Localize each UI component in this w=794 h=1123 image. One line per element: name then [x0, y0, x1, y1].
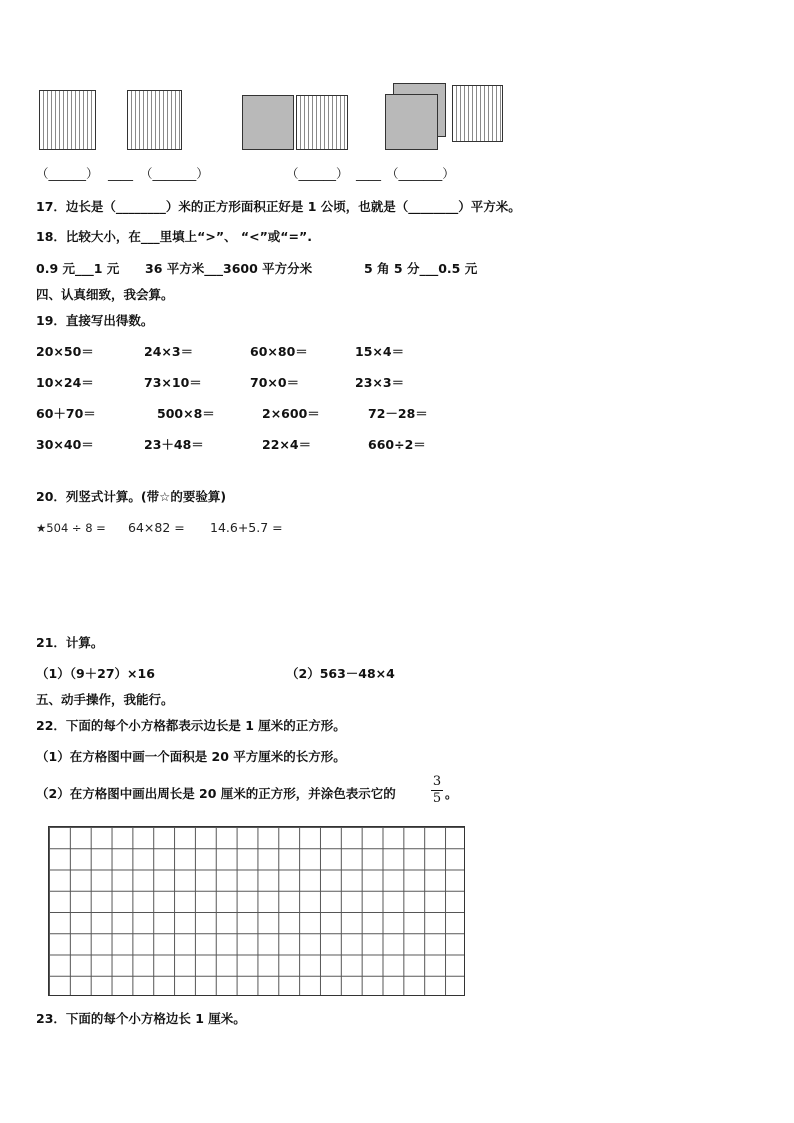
q16-blank-left-2: （_______）: [140, 166, 209, 181]
q20-item-1: ★504 ÷ 8 =: [36, 521, 106, 535]
q16-blank-right: （______）: [286, 166, 349, 181]
q21-item-2: （2）563－48×4: [286, 666, 395, 681]
q16-blank-left: （______）: [36, 166, 99, 181]
q18-item-3: 5 角 5 分___0.5 元: [364, 261, 478, 276]
q18-text: 18．比较大小，在___里填上“>”、 “<”或“=”.: [36, 229, 312, 244]
q18-item-1: 0.9 元___1 元: [36, 261, 120, 276]
square-grid[interactable]: [48, 826, 465, 996]
q19-cell: 70×0＝: [250, 375, 300, 390]
q19-cell: 60×80＝: [250, 344, 308, 359]
q19-cell: 30×40＝: [36, 437, 94, 452]
fraction-three-fifths: [431, 775, 443, 806]
q19-cell: 60＋70＝: [36, 406, 96, 421]
ten-strip-bundle-2: [127, 90, 182, 150]
q19-cell: 73×10＝: [144, 375, 202, 390]
q22-text: 22．下面的每个小方格都表示边长是 1 厘米的正方形。: [36, 718, 346, 733]
q19-cell: 660÷2＝: [368, 437, 426, 452]
q20-item-2: 64×82 =: [128, 520, 185, 535]
q19-text: 19．直接写出得数。: [36, 313, 154, 328]
q16-line-left: ____: [108, 166, 133, 181]
ten-strip-bundle-3: [296, 95, 348, 150]
q22-sub-1: （1）在方格图中画一个面积是 20 平方厘米的长方形。: [36, 749, 346, 764]
q19-cell: 23＋48＝: [144, 437, 204, 452]
q19-cell: 15×4＝: [355, 344, 405, 359]
q17-text: 17．边长是（________）米的正方形面积正好是 1 公顷，也就是（________）平方米。: [36, 199, 521, 214]
q21-text: 21．计算。: [36, 635, 104, 650]
q19-cell: 2×600＝: [262, 406, 320, 421]
q22-period: 。: [445, 786, 458, 801]
q19-cell: 20×50＝: [36, 344, 94, 359]
ten-strip-bundle-4: [452, 85, 503, 142]
q19-cell: 10×24＝: [36, 375, 94, 390]
q16-line-right: ____: [356, 166, 381, 181]
fraction-numerator: 3: [432, 774, 442, 789]
ten-strip-bundle-1: [39, 90, 96, 150]
q22-sub-2: （2）在方格图中画出周长是 20 厘米的正方形，并涂色表示它的: [36, 786, 396, 801]
q19-cell: 72－28＝: [368, 406, 428, 421]
section-4-title: 四、认真细致，我会算。: [36, 287, 174, 302]
q19-cell: 500×8＝: [157, 406, 215, 421]
q18-item-2: 36 平方米___3600 平方分米: [145, 261, 313, 276]
q19-cell: 23×3＝: [355, 375, 405, 390]
fraction-denominator: 5: [432, 791, 442, 806]
q20-item-3: 14.6+5.7 =: [210, 520, 283, 535]
hundred-square-front: [385, 94, 438, 150]
q19-cell: 22×4＝: [262, 437, 312, 452]
q23-text: 23．下面的每个小方格边长 1 厘米。: [36, 1011, 246, 1026]
hundred-square-1: [242, 95, 294, 150]
section-5-title: 五、动手操作，我能行。: [36, 692, 174, 707]
q19-cell: 24×3＝: [144, 344, 194, 359]
q21-item-1: （1）（9＋27）×16: [36, 666, 155, 681]
q16-blank-right-2: （_______）: [386, 166, 455, 181]
q20-text: 20．列竖式计算。(带☆的要验算): [36, 489, 227, 504]
